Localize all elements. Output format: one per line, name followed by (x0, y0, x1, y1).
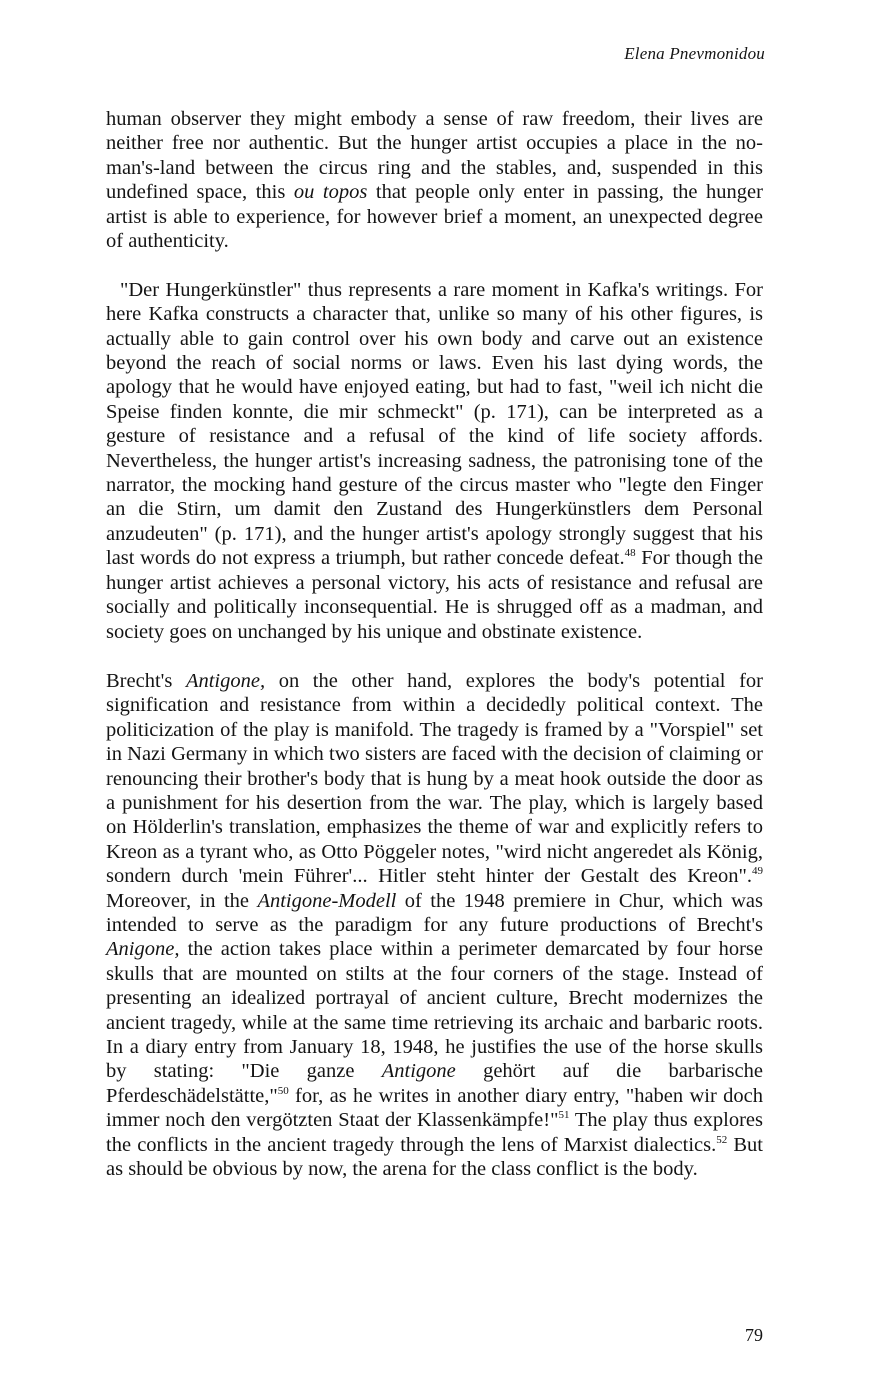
body-text (106, 107, 763, 1181)
text-segment: gehört auf die barbarische Pferdeschädelstätte," (106, 1060, 763, 1107)
footnote-marker: 51 (558, 1109, 570, 1122)
footnote-marker: 48 (624, 547, 636, 560)
text-segment: that people only enter in passing, the hunger artist is able to experience, for however brief a moment, an unexpected degree of authenticity. (106, 181, 763, 253)
italic-text: Antigone (381, 1060, 456, 1083)
footnote-marker: 49 (752, 865, 763, 878)
text-segment: for, as he writes in another diary entry, "haben wir doch immer noch den vergötzten Staat der Klassenkämpfe!" (106, 1084, 763, 1132)
paragraph-3 (106, 669, 763, 1182)
italic-text: Antigone-Modell (257, 889, 397, 912)
page-number: 79 (745, 1325, 763, 1345)
italic-text: Antigone, (185, 669, 266, 692)
running-head: Elena Pnevmonidou (624, 44, 765, 63)
text-segment: on the other hand, explores the body's potential for signification and resistance from within a decidedly political context. The politicization of the play is manifold. The tragedy is framed by a "Vorspiel" set in Nazi Germany in which two sisters are faced with the decision of claiming or renouncing their brother's body that is hung by a meat hook outside the door as a punishment for his desertion from the war. The play, which is largely based on Hölderlin's translation, emphasizes the theme of war and explicitly refers to Kreon as a tyrant who, as Otto Pöggeler notes, "wird nicht angeredet als König, sondern durch 'mein Führer'... Hitler steht hinter der Gestalt des Kreon". (106, 669, 763, 888)
text-segment: Moreover, in the (106, 889, 258, 912)
italic-text: Anigone, (106, 938, 180, 961)
footnote-marker: 50 (277, 1085, 289, 1097)
paragraph-2 (106, 278, 763, 644)
text-segment: The play thus explores the conflicts in the ancient tragedy through the lens of Marxist dialectics. (106, 1109, 763, 1156)
text-segment: of the 1948 premiere in Chur, which was intended to serve as the paradigm for any future productions of Brecht's (106, 889, 764, 936)
footnote-marker: 52 (716, 1133, 728, 1146)
text-segment: But as should be obvious by now, the arena for the class conflict is the body. (106, 1133, 763, 1181)
text-segment: the action takes place within a perimeter demarcated by four horse skulls that are mounted on stilts at the four corners of the stage. Instead of presenting an idealized portrayal of ancient culture, Brecht modernizes the ancient tragedy, while at the same time retrieving its archaic and barbaric roots. In a diary entry from January 18, 1948, he justifies the use of the horse skulls by stating: "Die ganze (106, 938, 763, 1083)
text-segment: "Der Hungerkünstler" thus represents a rare moment in Kafka's writings. For here Kafka constructs a character that, unlike so many of his other figures, is actually able to gain control over his own body and carve out an existence beyond the reach of social norms or laws. Even his last dying words, the apology that he would have enjoyed eating, but had to fast, "weil ich nicht die Speise finden konnte, die mir schmeckt" (p. 171), can be interpreted as a gesture of resistance and a refusal of the kind of life society affords. Nevertheless, the hunger artist's increasing sadness, the patronising tone of the narrator, the mocking hand gesture of the circus master who "legte den Finger an die Stirn, um damit den Zustand des Hungerkünstlers dem Personal anzudeuten" (p. 171), and the hunger artist's apology strongly suggest that his last words do not express a triumph, but rather concede defeat. (106, 278, 763, 570)
text-segment: For though the hunger artist achieves a personal victory, his acts of resistance and refusal are socially and politically inconsequential. He is shrugged off as a madman, and society goes on unchanged by his unique and obstinate existence. (106, 547, 763, 643)
text-segment: human observer they might embody a sense of raw freedom, their lives are neither free nor authentic. But the hunger artist occupies a place in the no-man's-land between the circus ring and the stables, and, suspended in this undefined space, this (106, 108, 763, 204)
paragraph-1 (106, 107, 763, 253)
text-segment: Brecht's (106, 669, 186, 692)
italic-text: ou topos (293, 181, 368, 204)
